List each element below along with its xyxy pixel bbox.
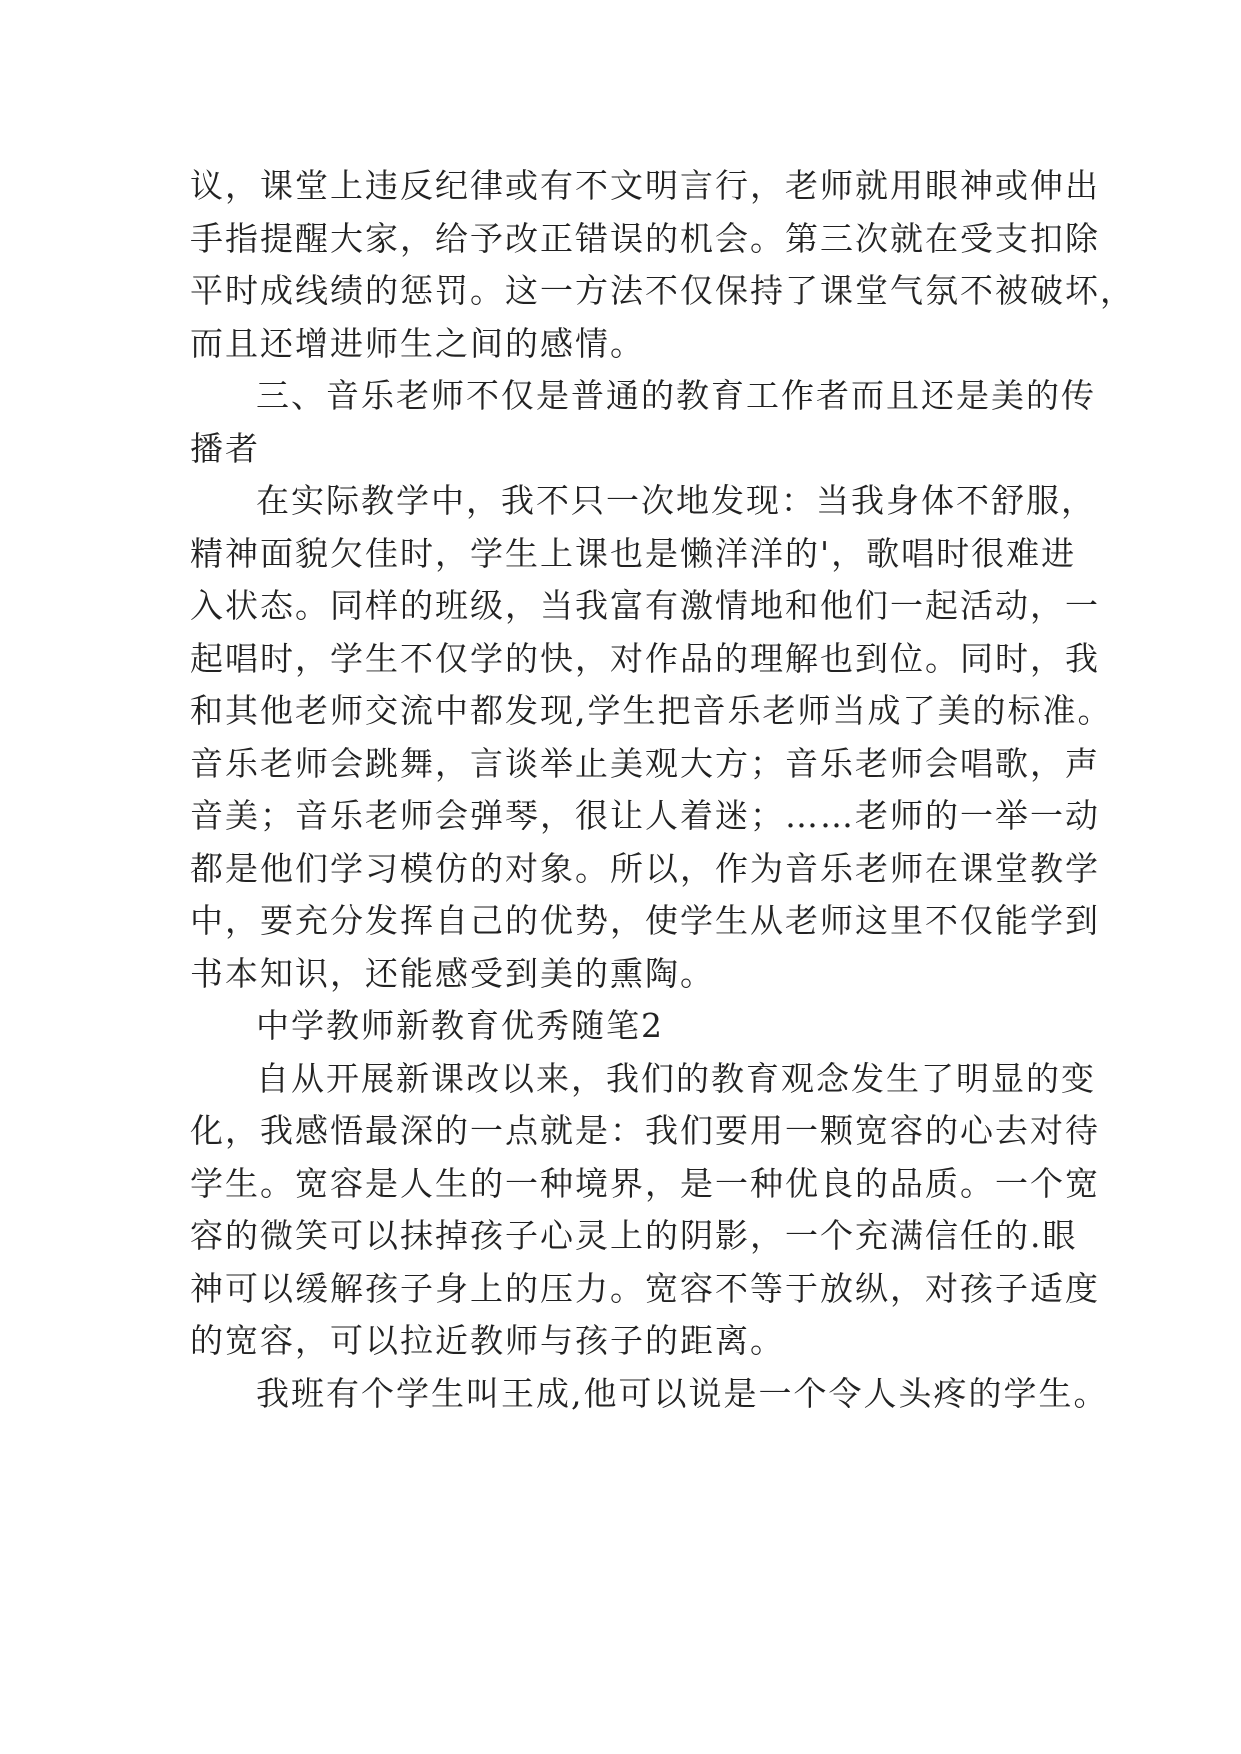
section-heading-line: 三、音乐老师不仅是普通的教育工作者而且还是美的传 (256, 376, 1096, 415)
document-body (190, 160, 1135, 1420)
text-line: 和其他老师交流中都发现,学生把音乐老师当成了美的标准。 (190, 691, 1113, 730)
text-line: 音乐老师会跳舞，言谈举止美观大方；音乐老师会唱歌，声 (190, 743, 1100, 783)
text-line: 音美；音乐老师会弹琴，很让人着迷；……老师的一举一动 (190, 796, 1100, 835)
text-line: 议，课堂上违反纪律或有不文明言行，老师就用眼神或伸出 (190, 166, 1100, 205)
text-line: 的宽容，可以拉近教师与孩子的距离。 (190, 1321, 785, 1360)
text-line: 手指提醒大家，给予改正错误的机会。第三次就在受支扣除 (190, 218, 1100, 258)
essay-title-line: 中学教师新教育优秀随笔2 (256, 1006, 664, 1045)
text-line: 而且还增进师生之间的感情。 (190, 323, 645, 363)
text-line: 化，我感悟最深的一点就是：我们要用一颗宽容的心去对待 (190, 1111, 1100, 1150)
text-line: 自从开展新课改以来，我们的教育观念发生了明显的变 (256, 1058, 1096, 1098)
text-line: 中，要充分发挥自己的优势，使学生从老师这里不仅能学到 (190, 901, 1100, 940)
text-line: 学生。宽容是人生的一种境界，是一种优良的品质。一个宽 (190, 1163, 1100, 1203)
text-line: 精神面貌欠佳时，学生上课也是懒洋洋的'，歌唱时很难进 (190, 533, 1077, 573)
text-line: 都是他们学习模仿的对象。所以，作为音乐老师在课堂教学 (190, 848, 1100, 888)
text-line: 在实际教学中，我不只一次地发现：当我身体不舒服， (256, 481, 1096, 520)
text-line: 神可以缓解孩子身上的压力。宽容不等于放纵，对孩子适度 (190, 1268, 1100, 1308)
text-line: 起唱时，学生不仅学的快，对作品的理解也到位。同时，我 (190, 638, 1100, 678)
text-line: 平时成线绩的惩罚。这一方法不仅保持了课堂气氛不被破坏， (190, 271, 1135, 310)
text-line: 书本知识，还能感受到美的熏陶。 (190, 953, 715, 993)
text-line: 我班有个学生叫王成,他可以说是一个令人头疼的学生。 (256, 1373, 1109, 1413)
section-heading-line: 播者 (190, 428, 260, 468)
text-line: 容的微笑可以抹掉孩子心灵上的阴影，一个充满信任的.眼 (190, 1216, 1078, 1255)
text-line: 入状态。同样的班级，当我富有激情地和他们一起活动，一 (190, 586, 1100, 625)
